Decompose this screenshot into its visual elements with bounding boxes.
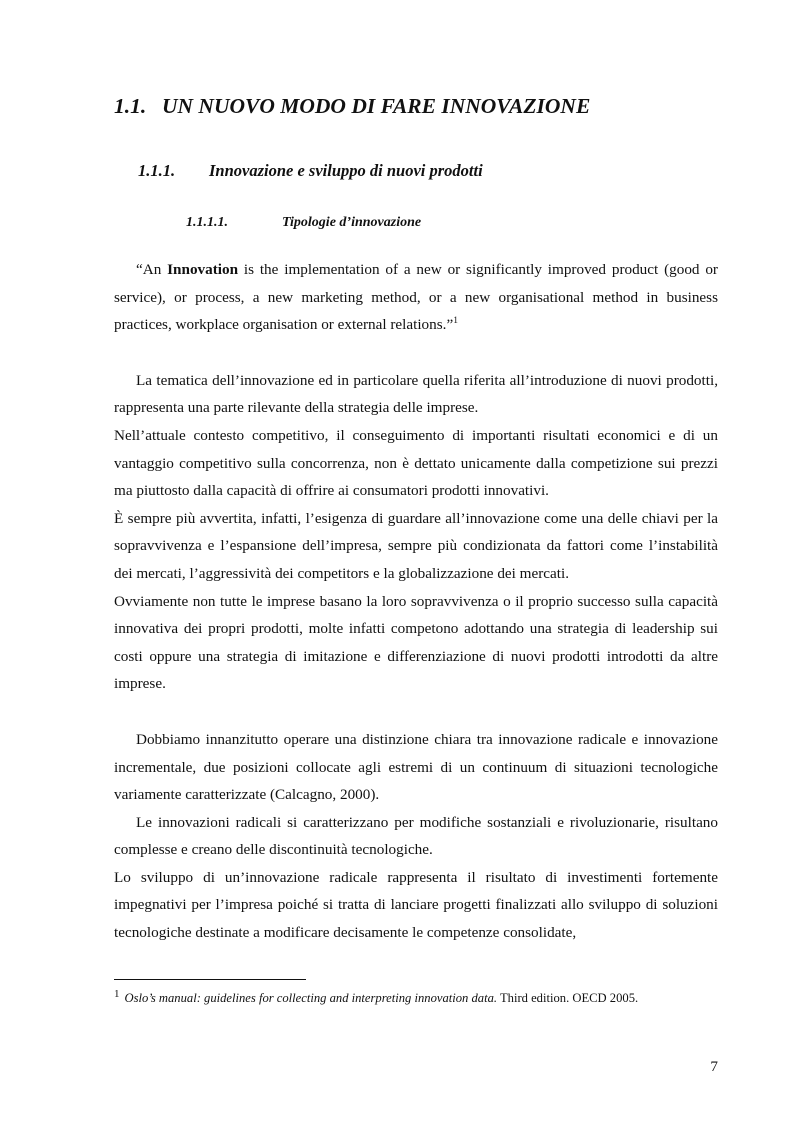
heading-1-number: 1.1. — [114, 94, 147, 118]
paragraph: La tematica dell’innovazione ed in particolare quella riferita all’introduzione di nuovi prodotti, rappresenta una parte rilevante della strategia delle imprese. — [114, 371, 718, 417]
quote-bold-term: Innovation — [167, 261, 239, 278]
quote-paragraph — [114, 256, 718, 339]
footnote-reference: 1 — [453, 316, 458, 327]
footnote-title: Oslo’s manual: guidelines for collecting and interpreting innovation data. — [124, 991, 498, 1005]
quote-text: is the implementation of a new or significantly improved product (good or service), or process, a new marketing method, or a new organisational method in business practices, workplace organisation or external relations.” — [114, 261, 718, 334]
body-text — [114, 256, 718, 947]
heading-3-number: 1.1.1.1. — [186, 215, 228, 230]
heading-level-2 — [138, 161, 483, 181]
quote-open: “An — [136, 261, 168, 278]
heading-2-number: 1.1.1. — [138, 161, 176, 180]
footnote — [114, 988, 718, 1006]
paragraph: Le innovazioni radicali si caratterizzano per modifiche sostanziali e rivoluzionarie, risultano complesse e creano delle discontinuità tecnologiche. — [114, 813, 718, 859]
footnote-separator — [114, 979, 306, 980]
heading-1-title: UN NUOVO MODO DI FARE INNOVAZIONE — [162, 94, 591, 118]
heading-3-title: Tipologie d’innovazione — [282, 215, 422, 230]
heading-level-3 — [186, 215, 421, 231]
paragraph: Lo sviluppo di un’innovazione radicale rappresenta il risultato di investimenti fortemente impegnativi per l’impresa poiché si tratta di lanciare progetti finalizzati allo sviluppo di soluzioni tecnologiche destinate a modificare decisamente le competenze consolidate, — [114, 868, 718, 942]
paragraph: Nell’attuale contesto competitivo, il conseguimento di importanti risultati economici e di un vantaggio competitivo sulla concorrenza, non è dettato unicamente dalla competizione sui prezzi ma piuttosto dalla capacità di offrire ai consumatori prodotti innovativi. — [114, 426, 718, 500]
heading-2-title: Innovazione e sviluppo di nuovi prodotti — [209, 161, 483, 180]
footnote-text: Third edition. OECD 2005. — [497, 991, 639, 1005]
page-number: 7 — [710, 1058, 718, 1075]
paragraph: È sempre più avvertita, infatti, l’esigenza di guardare all’innovazione come una delle chiavi per la sopravvivenza e l’espansione dell’impresa, sempre più condizionata da fattori come l’instabilità dei mercati, l’aggressività dei competitors e la globalizzazione dei mercati. — [114, 509, 718, 582]
paragraph: Ovviamente non tutte le imprese basano la loro sopravvivenza o il proprio successo sulla capacità innovativa dei propri prodotti, molte infatti competono adottando una strategia di leadership sui costi oppure una strategia di imitazione e differenziazione di nuovi prodotti introdotti da altre imprese. — [114, 592, 718, 693]
footnote-mark: 1 — [114, 988, 120, 1000]
paragraph: Dobbiamo innanzitutto operare una distinzione chiara tra innovazione radicale e innovazione incrementale, due posizioni collocate agli estremi di un continuum di situazioni tecnologiche variamente caratterizzate (Calcagno, 2000). — [114, 730, 718, 804]
heading-level-1 — [114, 94, 590, 119]
